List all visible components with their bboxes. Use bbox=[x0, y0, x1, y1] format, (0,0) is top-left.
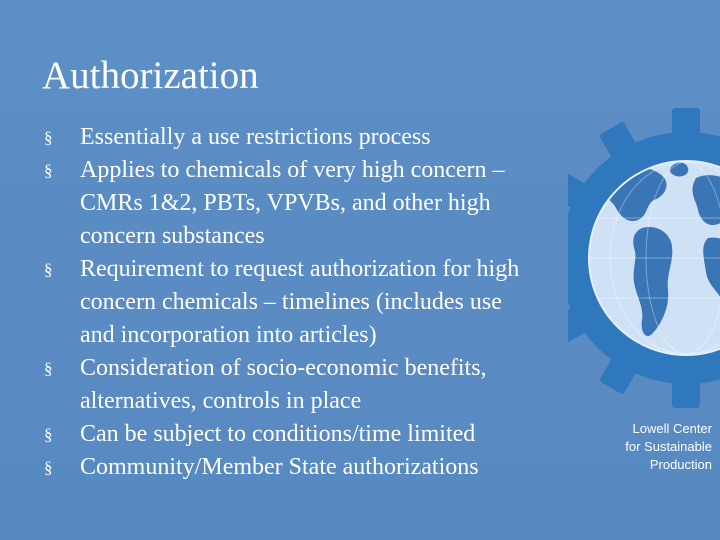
logo-caption bbox=[552, 420, 712, 474]
bullet-line: concern chemicals – timelines (includes use bbox=[80, 289, 502, 315]
bullet-item bbox=[44, 352, 604, 418]
bullet-line: concern substances bbox=[80, 223, 265, 249]
bullet-item bbox=[44, 418, 604, 451]
logo-line: Production bbox=[649, 457, 712, 472]
bullet-line: Can be subject to conditions/time limited bbox=[80, 421, 476, 447]
bullet-line: alternatives, controls in place bbox=[80, 388, 362, 414]
bullet-icon: § bbox=[44, 260, 53, 279]
bullet-icon: § bbox=[44, 128, 53, 147]
bullet-line: Essentially a use restrictions process bbox=[80, 124, 431, 150]
globe-gear-icon bbox=[568, 108, 720, 408]
bullet-icon: § bbox=[44, 425, 53, 444]
slide-title: Authorization bbox=[42, 54, 259, 97]
bullet-line: Requirement to request authorization for high bbox=[80, 256, 520, 282]
globe-gear-graphic bbox=[568, 108, 720, 408]
bullet-line: and incorporation into articles) bbox=[80, 322, 377, 348]
bullet-item bbox=[44, 253, 604, 352]
bullet-line: CMRs 1&2, PBTs, VPVBs, and other high bbox=[80, 190, 491, 216]
bullet-icon: § bbox=[44, 359, 53, 378]
bullet-icon: § bbox=[44, 458, 53, 477]
logo-line: for Sustainable bbox=[625, 439, 712, 454]
bullet-line: Consideration of socio-economic benefits, bbox=[80, 355, 487, 381]
bullet-item bbox=[44, 154, 604, 253]
bullet-line: Community/Member State authorizations bbox=[80, 454, 479, 480]
bullet-icon: § bbox=[44, 161, 53, 180]
bullet-item bbox=[44, 451, 604, 484]
bullet-list bbox=[44, 121, 604, 484]
bullet-line: Applies to chemicals of very high concern – bbox=[80, 157, 505, 183]
bullet-item bbox=[44, 121, 604, 154]
logo-line: Lowell Center bbox=[632, 421, 712, 436]
